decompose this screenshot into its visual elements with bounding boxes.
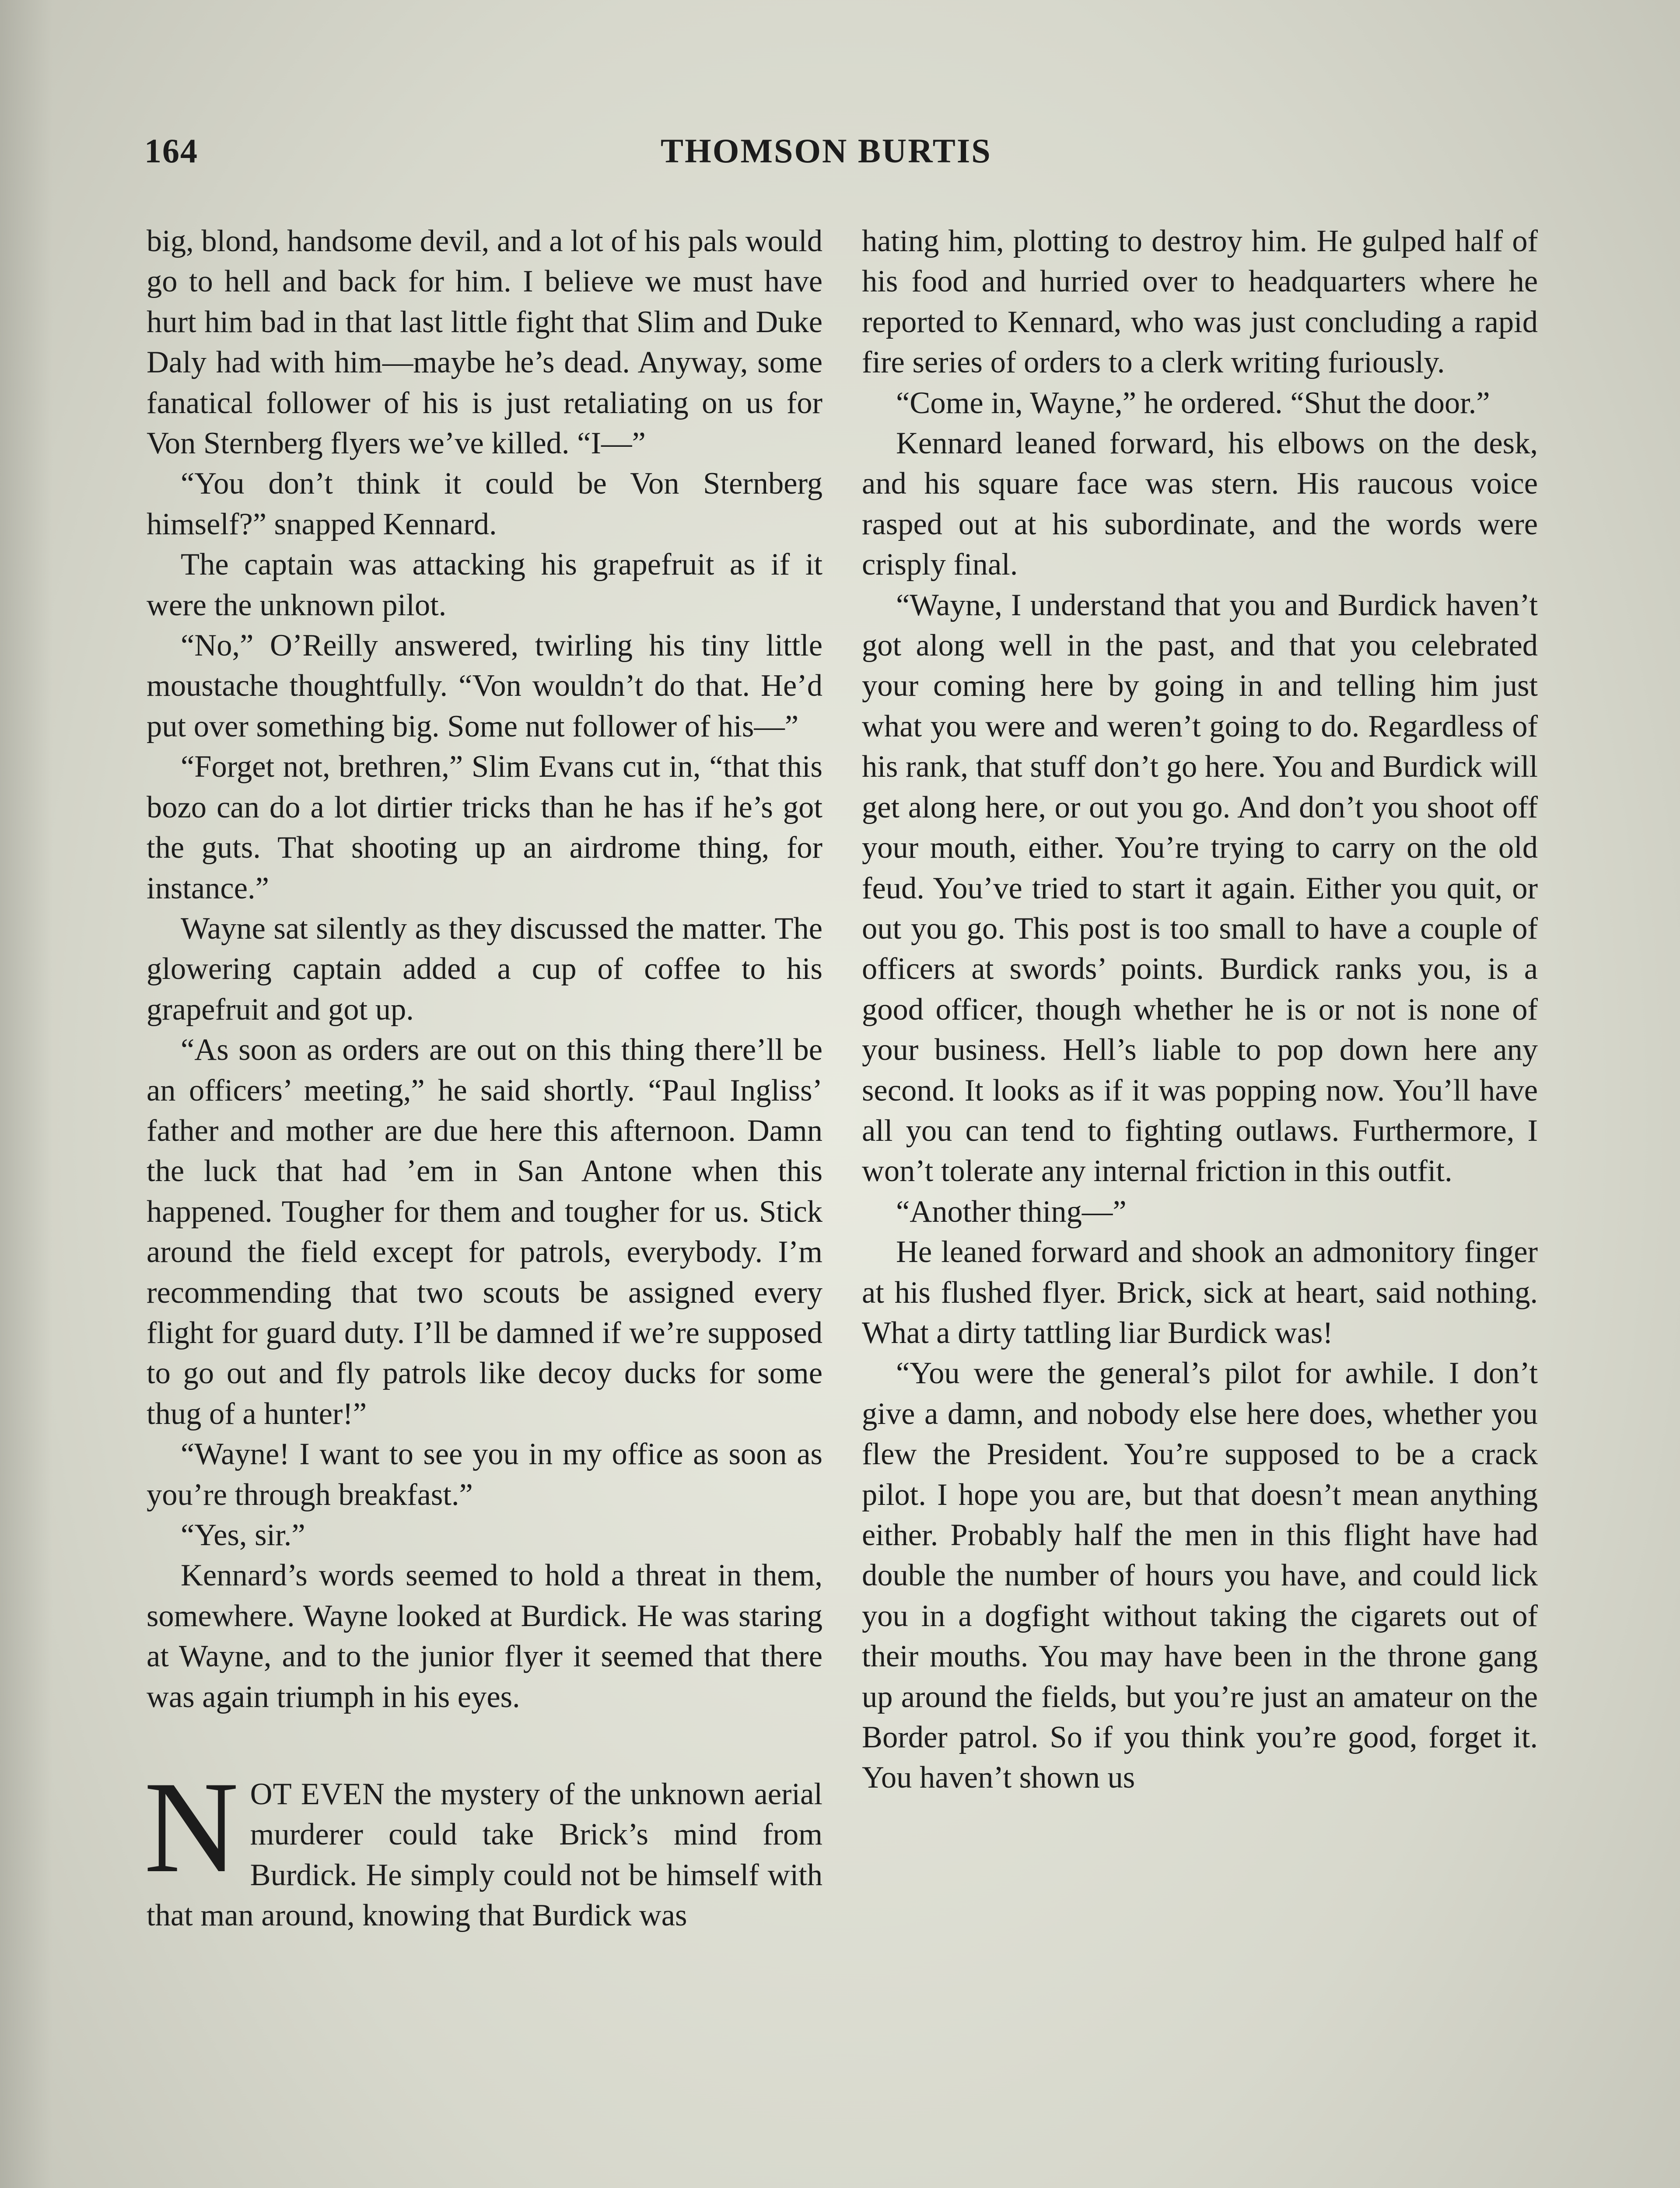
paragraph-text: the mystery of the unknown aerial murderer could take Brick’s mind from Burdick. He simply could not be himself with that man around, knowing that Burdick was [147,1777,822,1933]
paragraph: “No,” O’Reilly answered, twirling his tiny little moustache thoughtfully. “Von wouldn’t do that. He’d put over something big. Some nut follower of his—” [147,628,822,743]
paragraph: “Forget not, brethren,” Slim Evans cut in, “that this bozo can do a lot dirtier tricks than he has if he’s got the guts. That shooting up an airdrome thing, for instance.” [147,750,822,905]
running-title: THOMSON BURTIS [661,132,992,170]
paragraph: “You don’t think it could be Von Sternberg himself?” snapped Kennard. [147,466,822,541]
paragraph: Kennard’s words seemed to hold a threat in them, somewhere. Wayne looked at Burdick. He was staring at Wayne, and to the junior flyer it seemed that there was again triumph in his eyes. [147,1558,822,1714]
paragraph: Wayne sat silently as they discussed the matter. The glowering captain added a cup of coffee to his grapefruit and got up. [147,911,822,1027]
left-column [144,221,822,1936]
paragraph: hating him, plotting to destroy him. He gulped half of his food and hurried over to headquarters where he reported to Kennard, who was just concluding a rapid fire series of orders to a clerk writing furiously. [862,224,1538,380]
page-edge-shadow [0,0,52,2188]
paragraph: “Another thing—” [896,1194,1127,1229]
paragraph: “Come in, Wayne,” he ordered. “Shut the door.” [896,386,1490,420]
paragraph: Kennard leaned forward, his elbows on the desk, and his square face was stern. His raucous voice rasped out at his subordinate, and the words were crisply final. [862,426,1538,582]
right-column [862,221,1538,1798]
page-number: 164 [144,132,198,170]
paragraph: “Yes, sir.” [181,1518,305,1552]
paragraph: “Wayne, I understand that you and Burdick haven’t got along well in the past, and that you celebrated your coming here by going in and telling him just what you were and weren’t going to do. Regardless of his rank, that stuff don’t go here. You and Burdick will get along here, or out you go. And don’t you shoot off your mouth, either. You’re trying to carry on the old feud. You’ve tried to start it again. Either you quit, or out you go. This post is too small to have a couple of officers at swords’ points. Burdick ranks you, is a good officer, though whether he is or not is none of your business. Hell’s liable to pop down here any second. It looks as if it was popping now. You’ll have all you can tend to fighting outlaws. Furthermore, I won’t tolerate any internal friction in this outfit. [862,588,1538,1189]
page-header [144,131,1544,179]
paragraph: “Wayne! I want to see you in my office as soon as you’re through breakfast.” [147,1437,822,1512]
lead-in: OT EVEN [250,1777,385,1812]
paragraph: He leaned forward and shook an admonitory finger at his flushed flyer. Brick, sick at heart, said nothing. What a dirty tattling liar Burdick was! [862,1235,1538,1350]
drop-cap: N [144,1754,239,1900]
paragraph: big, blond, handsome devil, and a lot of his pals would go to hell and back for him. I believe we must have hurt him bad in that last little fight that Slim and Duke Daly had with him—maybe he’s dead. Anyway, some fanatical follower of his is just retaliating on us for Von Sternberg flyers we’ve killed. “I—” [147,224,822,461]
paragraph: “You were the general’s pilot for awhile. I don’t give a damn, and nobody else here does, whether you flew the President. You’re supposed to be a crack pilot. I hope you are, but that doesn’t mean anything either. Probably half the men in this flight have had double the number of hours you have, and could lick you in a dogfight without taking the cigarets out of their mouths. You may have been in the throne gang up around the fields, but you’re just an amateur on the Border patrol. So if you think you’re good, forget it. You haven’t shown us [862,1356,1538,1795]
section-opening-paragraph [144,1754,822,1936]
paragraph: The captain was attacking his grapefruit as if it were the unknown pilot. [147,547,822,622]
paragraph: “As soon as orders are out on this thing there’ll be an officers’ meeting,” he said shortly. “Paul Ingliss’ father and mother are due here this afternoon. Damn the luck that had ’em in San Antone when this happened. Tougher for them and tougher for us. Stick around the field except for patrols, everybody. I’m recommending that two scouts be assigned every flight for guard duty. I’ll be damned if we’re supposed to go out and fly patrols like decoy ducks for some thug of a hunter!” [147,1033,822,1431]
